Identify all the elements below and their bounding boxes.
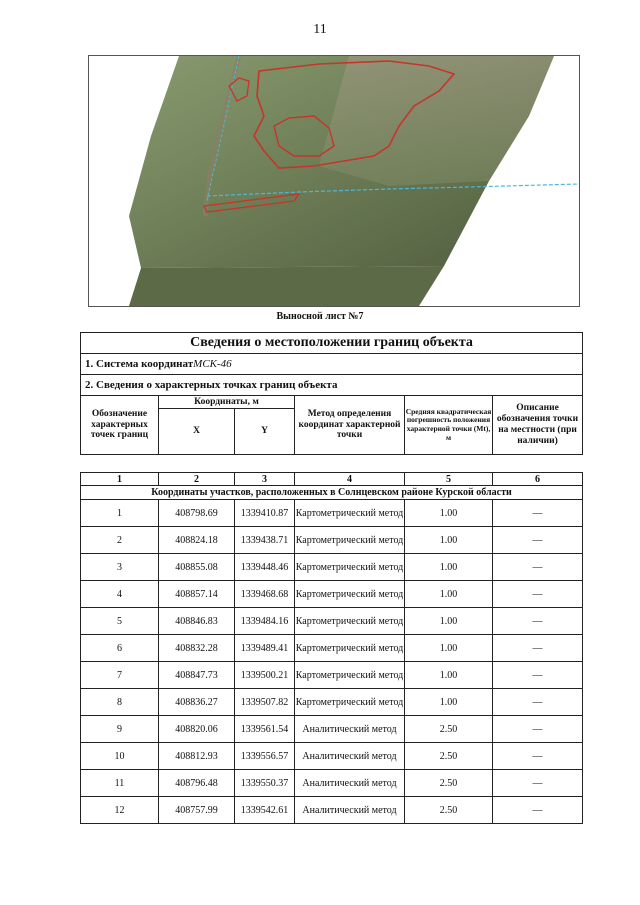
method: Картометрический метод: [295, 581, 405, 608]
method: Картометрический метод: [295, 500, 405, 527]
accuracy: 2.50: [405, 797, 493, 824]
points-table-body: [81, 473, 583, 824]
column-number: 4: [295, 473, 405, 486]
point-number: 8: [81, 689, 159, 716]
coord-x: 408820.06: [159, 716, 235, 743]
coord-x: 408757.99: [159, 797, 235, 824]
map-image: [88, 55, 580, 307]
coord-y: 1339556.57: [235, 743, 295, 770]
coord-x: 408846.83: [159, 608, 235, 635]
table-row: [81, 797, 583, 824]
table-row: [81, 608, 583, 635]
region-heading: Координаты участков, расположенных в Солнцевском районе Курской области: [81, 486, 583, 500]
column-number: 6: [493, 473, 583, 486]
coord-y: 1339438.71: [235, 527, 295, 554]
table-row: [81, 500, 583, 527]
coord-y: 1339468.68: [235, 581, 295, 608]
accuracy: 1.00: [405, 500, 493, 527]
header-description: Описание обозначения точки на местности (при наличии): [493, 396, 583, 455]
accuracy: 1.00: [405, 608, 493, 635]
header-accuracy: Средняя квадратическая погрешность положения характерной точки (Mt), м: [405, 396, 493, 455]
point-number: 10: [81, 743, 159, 770]
accuracy: 1.00: [405, 554, 493, 581]
description: —: [493, 770, 583, 797]
table-row: [81, 581, 583, 608]
method: Картометрический метод: [295, 635, 405, 662]
column-number: 2: [159, 473, 235, 486]
column-number: 3: [235, 473, 295, 486]
method: Картометрический метод: [295, 689, 405, 716]
point-number: 4: [81, 581, 159, 608]
coord-y: 1339507.82: [235, 689, 295, 716]
method: Аналитический метод: [295, 770, 405, 797]
table-row: [81, 716, 583, 743]
coord-system-value: МСК-46: [193, 358, 232, 370]
coord-y: 1339561.54: [235, 716, 295, 743]
map-caption: Выносной лист №7: [276, 311, 364, 322]
method: Картометрический метод: [295, 527, 405, 554]
coord-y: 1339542.61: [235, 797, 295, 824]
description: —: [493, 716, 583, 743]
coord-x: 408857.14: [159, 581, 235, 608]
point-number: 5: [81, 608, 159, 635]
coord-x: 408796.48: [159, 770, 235, 797]
terrain-field: [319, 56, 554, 186]
point-number: 7: [81, 662, 159, 689]
point-number: 2: [81, 527, 159, 554]
point-number: 11: [81, 770, 159, 797]
table-row: [81, 689, 583, 716]
header-y: Y: [235, 409, 295, 455]
description: —: [493, 635, 583, 662]
header-coordinates: Координаты, м: [159, 396, 295, 409]
satellite-map: [89, 56, 579, 306]
coord-x: 408847.73: [159, 662, 235, 689]
table-row: [81, 743, 583, 770]
table-row: [81, 662, 583, 689]
accuracy: 1.00: [405, 662, 493, 689]
coord-x: 408836.27: [159, 689, 235, 716]
description: —: [493, 689, 583, 716]
info-table: [80, 332, 583, 455]
table-row: [81, 635, 583, 662]
method: Картометрический метод: [295, 554, 405, 581]
column-number: 5: [405, 473, 493, 486]
description: —: [493, 743, 583, 770]
points-table: [80, 472, 583, 824]
coord-system-row: [81, 354, 583, 375]
column-numbers-row: [81, 473, 583, 486]
column-number: 1: [81, 473, 159, 486]
point-number: 9: [81, 716, 159, 743]
coord-y: 1339410.87: [235, 500, 295, 527]
coord-x: 408812.93: [159, 743, 235, 770]
accuracy: 1.00: [405, 689, 493, 716]
description: —: [493, 527, 583, 554]
method: Аналитический метод: [295, 797, 405, 824]
description: —: [493, 662, 583, 689]
coord-system-label: 1. Система координат: [85, 358, 194, 370]
accuracy: 1.00: [405, 581, 493, 608]
accuracy: 1.00: [405, 527, 493, 554]
accuracy: 2.50: [405, 770, 493, 797]
page-number: 11: [313, 22, 327, 37]
coord-y: 1339500.21: [235, 662, 295, 689]
point-number: 12: [81, 797, 159, 824]
header-x: X: [159, 409, 235, 455]
point-number: 3: [81, 554, 159, 581]
method: Картометрический метод: [295, 608, 405, 635]
description: —: [493, 608, 583, 635]
coord-x: 408824.18: [159, 527, 235, 554]
info-title: Сведения о местоположении границ объекта: [81, 333, 583, 354]
table-row: [81, 770, 583, 797]
terrain-lower: [129, 266, 444, 306]
point-number: 1: [81, 500, 159, 527]
accuracy: 2.50: [405, 716, 493, 743]
section-heading: 2. Сведения о характерных точках границ объекта: [81, 375, 583, 396]
header-designation: Обозначение характерных точек границ: [81, 396, 159, 455]
coord-y: 1339489.41: [235, 635, 295, 662]
description: —: [493, 554, 583, 581]
description: —: [493, 500, 583, 527]
description: —: [493, 581, 583, 608]
point-number: 6: [81, 635, 159, 662]
coord-y: 1339448.46: [235, 554, 295, 581]
coord-x: 408855.08: [159, 554, 235, 581]
region-heading-row: [81, 486, 583, 500]
accuracy: 1.00: [405, 635, 493, 662]
table-row: [81, 554, 583, 581]
coord-x: 408832.28: [159, 635, 235, 662]
method: Аналитический метод: [295, 743, 405, 770]
header-method: Метод определения координат характерной точки: [295, 396, 405, 455]
coord-y: 1339550.37: [235, 770, 295, 797]
coord-x: 408798.69: [159, 500, 235, 527]
table-row: [81, 527, 583, 554]
description: —: [493, 797, 583, 824]
coord-y: 1339484.16: [235, 608, 295, 635]
method: Картометрический метод: [295, 662, 405, 689]
accuracy: 2.50: [405, 743, 493, 770]
method: Аналитический метод: [295, 716, 405, 743]
